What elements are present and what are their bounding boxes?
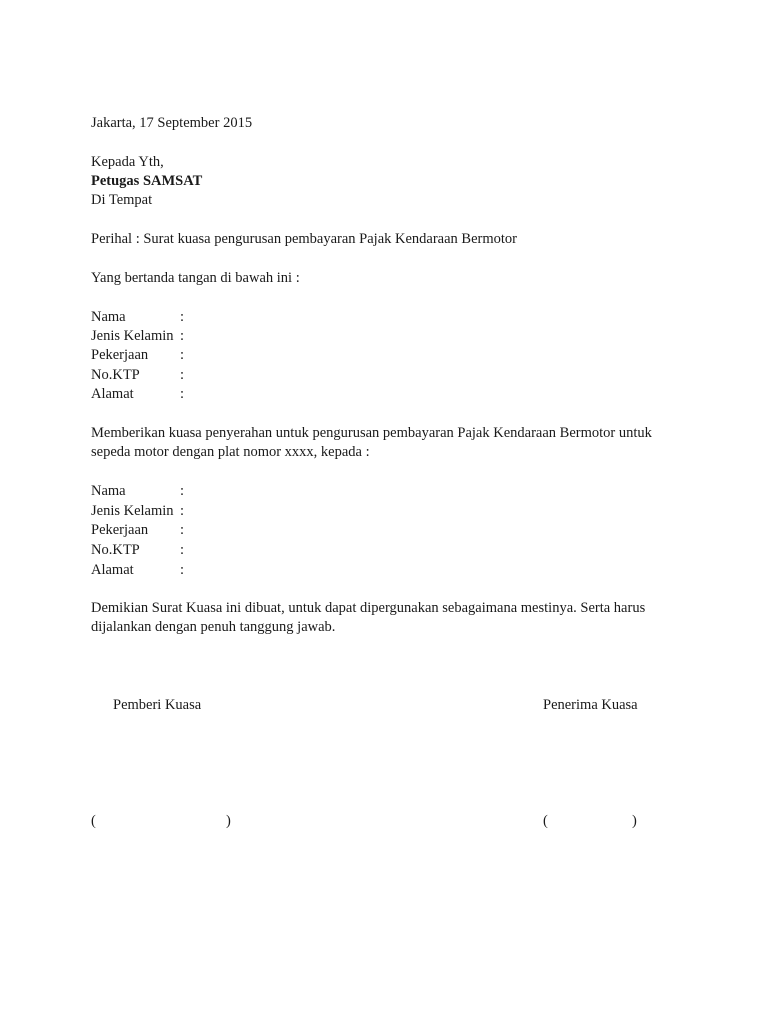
grantor-signature-title: Pemberi Kuasa bbox=[113, 697, 202, 713]
grantor-field-colon: : bbox=[180, 347, 185, 363]
closing-line-1: Demikian Surat Kuasa ini dibuat, untuk dapat dipergunakan sebagaimana mestinya. Serta harus bbox=[91, 600, 646, 616]
body-paragraph-line-2: sepeda motor dengan plat nomor xxxx, kepada : bbox=[91, 444, 370, 460]
recipient-greeting: Kepada Yth, bbox=[91, 154, 164, 170]
grantor-field-colon: : bbox=[180, 386, 185, 402]
grantee-field-label: No.KTP bbox=[91, 542, 140, 558]
grantor-signature-open-paren: ( bbox=[91, 813, 96, 829]
recipient-place: Di Tempat bbox=[91, 192, 153, 208]
grantor-signature-close-paren: ) bbox=[226, 813, 231, 829]
grantor-field-label: Jenis Kelamin bbox=[91, 328, 174, 344]
grantee-signature-title: Penerima Kuasa bbox=[543, 697, 638, 713]
closing-line-2: dijalankan dengan penuh tanggung jawab. bbox=[91, 619, 336, 635]
grantor-field-label: Pekerjaan bbox=[91, 347, 149, 363]
grantee-field-colon: : bbox=[180, 522, 185, 538]
grantee-field-colon: : bbox=[180, 542, 185, 558]
grantor-field-label: Nama bbox=[91, 309, 126, 325]
grantor-field-label: Alamat bbox=[91, 386, 134, 402]
subject-line: Perihal : Surat kuasa pengurusan pembayaran Pajak Kendaraan Bermotor bbox=[91, 231, 517, 247]
grantee-field-label: Jenis Kelamin bbox=[91, 503, 174, 519]
body-paragraph-line-1: Memberikan kuasa penyerahan untuk pengurusan pembayaran Pajak Kendaraan Bermotor untuk bbox=[91, 425, 652, 441]
grantor-field-label: No.KTP bbox=[91, 367, 140, 383]
grantee-field-colon: : bbox=[180, 562, 185, 578]
grantee-field-colon: : bbox=[180, 503, 185, 519]
grantee-signature-close-paren: ) bbox=[632, 813, 637, 829]
grantee-signature-open-paren: ( bbox=[543, 813, 548, 829]
grantor-field-colon: : bbox=[180, 309, 185, 325]
grantee-field-label: Nama bbox=[91, 483, 126, 499]
date-line: Jakarta, 17 September 2015 bbox=[91, 115, 253, 131]
grantee-field-label: Alamat bbox=[91, 562, 134, 578]
recipient-name: Petugas SAMSAT bbox=[91, 173, 203, 189]
grantor-field-colon: : bbox=[180, 328, 185, 344]
grantee-field-colon: : bbox=[180, 483, 185, 499]
intro-line: Yang bertanda tangan di bawah ini : bbox=[91, 270, 300, 286]
grantee-field-label: Pekerjaan bbox=[91, 522, 149, 538]
grantor-field-colon: : bbox=[180, 367, 185, 383]
